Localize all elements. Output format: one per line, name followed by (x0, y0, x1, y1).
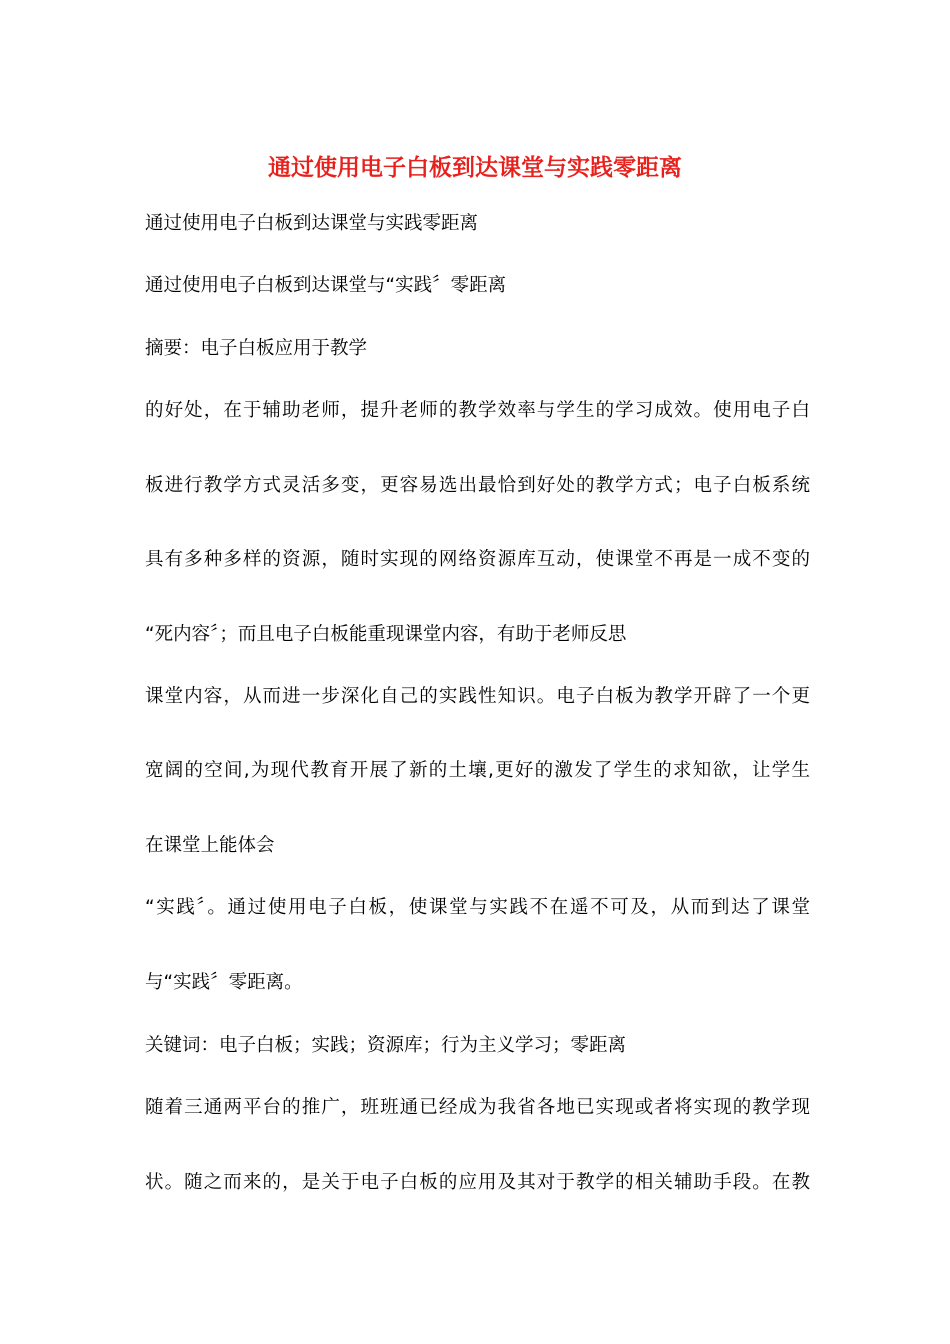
abstract-line: 课堂内容，从而进一步深化自己的实践性知识。电子白板为教学开辟了一个更 (145, 686, 810, 707)
text-line-subtitle: 通过使用电子白板到达课堂与实践零距离 (145, 213, 479, 234)
body-line: 随着三通两平台的推广，班班通已经成为我省各地已实现或者将实现的教学现 (145, 1097, 810, 1118)
abstract-line: “死内容〞；而且电子白板能重现课堂内容，有助于老师反思 (145, 624, 627, 645)
abstract-line: 在课堂上能体会 (145, 835, 275, 856)
abstract-line: 的好处，在于辅助老师，提升老师的教学效率与学生的学习成效。使用电子白 (145, 400, 810, 421)
body-line: 状。随之而来的，是关于电子白板的应用及其对于教学的相关辅助手段。在教 (145, 1172, 810, 1193)
abstract-line: 宽阔的空间,为现代教育开展了新的土壤,更好的激发了学生的求知欲，让学生 (145, 760, 810, 781)
abstract-line: “实践〞。通过使用电子白板，使课堂与实践不在遥不可及，从而到达了课堂 (145, 897, 810, 918)
keywords-line: 关键词：电子白板；实践；资源库；行为主义学习；零距离 (145, 1035, 627, 1056)
abstract-line: 具有多种多样的资源，随时实现的网络资源库互动，使课堂不再是一成不变的 (145, 549, 810, 570)
abstract-line: 板进行教学方式灵活多变，更容易选出最恰到好处的教学方式；电子白板系统 (145, 475, 810, 496)
abstract-line: 与“实践〞零距离。 (145, 972, 303, 993)
text-line-subtitle-alt: 通过使用电子白板到达课堂与“实践〞零距离 (145, 275, 507, 296)
document-title: 通过使用电子白板到达课堂与实践零距离 (268, 154, 682, 181)
abstract-label: 摘要：电子白板应用于教学 (145, 338, 368, 359)
